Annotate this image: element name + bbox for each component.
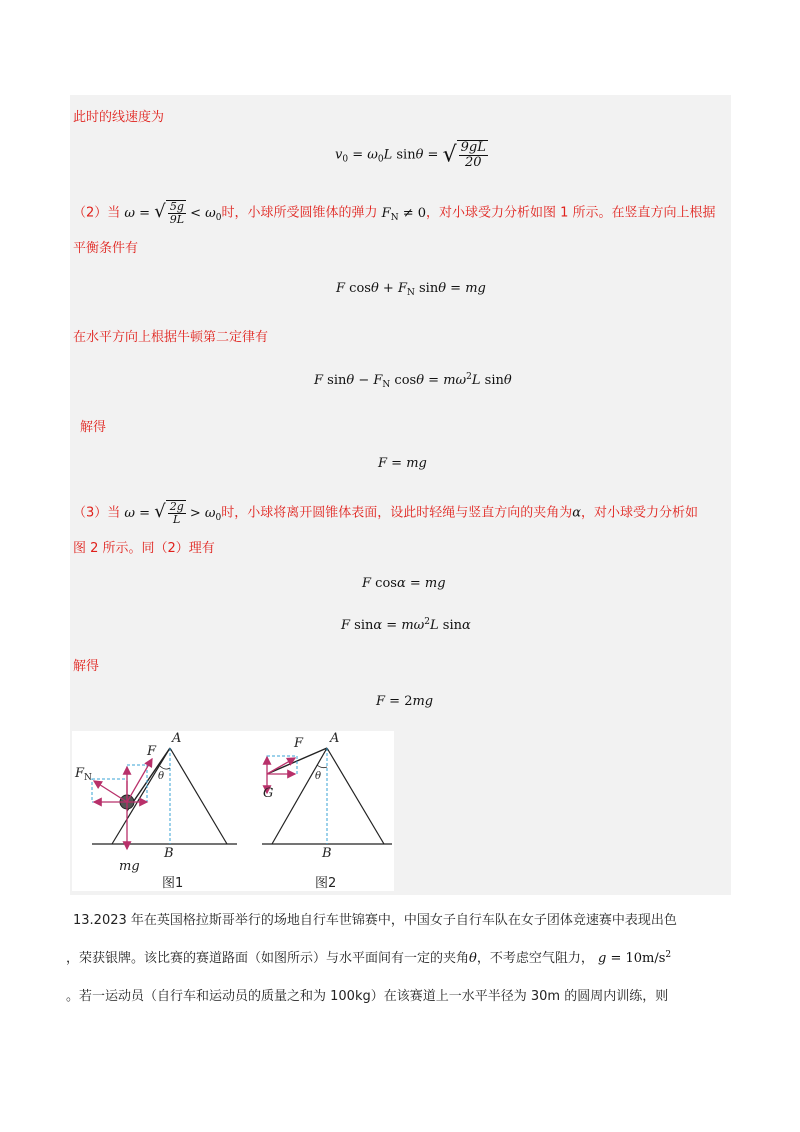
text-line-balance: 平衡条件有 <box>73 241 139 256</box>
text-line-fig2: 图 2 所示。同（2）理有 <box>73 541 215 556</box>
problem-13-line3: 。若一运动员（自行车和运动员的质量之和为 100kg）在该赛道上一水平半径为 30m 的圆周内训练，则 <box>66 989 669 1004</box>
caption-fig2: 图2 <box>315 876 337 891</box>
problem-13-line2: ，荣获银牌。该比赛的赛道路面（如图所示）与水平面间有一定的夹角θ，不考虑空气阻力， $g = 10m/s^2$ <box>66 950 672 966</box>
label-a-fig1: A <box>172 731 182 746</box>
label-f-fig2: F <box>294 736 304 751</box>
figure-2 <box>262 748 392 844</box>
label-theta-fig1: θ <box>158 771 165 782</box>
label-fn-fig1: $F_N$ <box>75 766 92 783</box>
equation-v0: $v_0 = \omega_0L$ sinθ = √ $\frac{9gL}{20}$ <box>335 140 486 170</box>
force-diagrams <box>72 731 394 891</box>
equation-result2: F = 2mg <box>376 694 434 709</box>
text-line-solve1: 解得 <box>80 420 107 435</box>
text-line-case3: （3）当 ω = √ $\frac{2g}{L}$ > $\omega_0$时，小球将离开圆锥体表面，设此时轻绳与竖直方向的夹角为α，对小球受力分析如 <box>73 500 699 526</box>
label-b-fig2: B <box>322 846 332 861</box>
label-a-fig2: A <box>330 731 340 746</box>
text-line-solve2: 解得 <box>73 659 100 674</box>
problem-13-line1: 13.2023 年在英国格拉斯哥举行的场地自行车世锦赛中，中国女子自行车队在女子团体竞速赛中表现出色 <box>73 913 677 928</box>
label-f-fig1: F <box>147 744 157 759</box>
text-line-speed: 此时的线速度为 <box>73 110 165 125</box>
figure-1 <box>92 748 237 849</box>
label-b-fig1: B <box>164 846 174 861</box>
text-line-newton: 在水平方向上根据牛顿第二定律有 <box>73 330 269 345</box>
equation-horizontal: F $\sin\theta - F_N$ $\cos\theta = m\omega^2L$ sinθ <box>314 372 512 390</box>
equation-result1: F = mg <box>378 456 427 471</box>
label-theta-fig2: θ <box>315 771 322 782</box>
label-g-fig2: G <box>263 786 274 801</box>
equation-vertical2: F cosα = mg <box>362 576 446 591</box>
label-mg-fig1: mg <box>119 859 140 874</box>
caption-fig1: 图1 <box>162 876 184 891</box>
text-line-case2: （2）当 ω = √ $\frac{5g}{9L}$ < $\omega_0$时，小球所受圆锥体的弹力 $F_N \ne 0$，对小球受力分析如图 1 所示。在竖直方向上根据 <box>73 200 716 226</box>
equation-vertical: F $\cos\theta + F_N$ sinθ = mg <box>336 281 486 298</box>
equation-horizontal2: F $\sin\alpha = m\omega^2L$ sinα <box>341 617 471 633</box>
